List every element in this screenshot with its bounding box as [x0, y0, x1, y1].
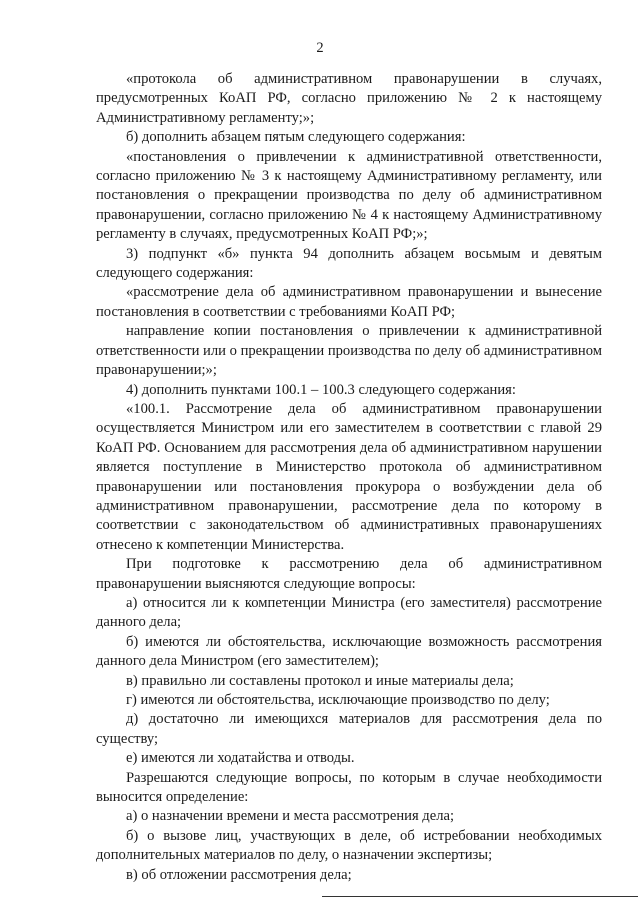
- paragraph: При подготовке к рассмотрению дела об административном правонарушении выясняются следующие вопросы:: [96, 556, 602, 592]
- paragraph: 3) подпункт «б» пункта 94 дополнить абзацем восьмым и девятым следующего содержания:: [96, 245, 602, 282]
- paragraph: а) о назначении времени и места рассмотрения дела;: [126, 808, 455, 825]
- paragraph: а) относится ли к компетенции Министра (его заместителя) рассмотрение данного дела;: [96, 594, 602, 631]
- paragraph: б) имеются ли обстоятельства, исключающие возможность рассмотрения данного дела Министром (его заместителем);: [96, 633, 602, 670]
- paragraph: «протокола об административном правонарушении в случаях, предусмотренных КоАП РФ, согласно приложению № 2 к настоящему Административному регламенту;»;: [96, 71, 602, 126]
- paragraph: «100.1. Рассмотрение дела об административном правонарушении осуществляется Министром или его заместителем в соответствии с главой 29 КоАП РФ. Основанием для рассмотрения дела об административном нарушении является поступление в Министерство протокола об административном правонарушении или постановления прокурора о возбуждении дела об административном правонарушении, рассмотрение дела по которому в соответствии с законодательством об административных правонарушениях отнесено к компетенции Министерства.: [96, 400, 602, 553]
- paragraph: «рассмотрение дела об административном правонарушении и вынесение постановления в соответствии с требованиями КоАП РФ;: [96, 284, 602, 320]
- paragraph: б) дополнить абзацем пятым следующего содержания:: [126, 129, 466, 146]
- paragraph: направление копии постановления о привлечении к административной ответственности или о прекращении производства по делу об административном правонарушении;»;: [96, 323, 602, 379]
- paragraph: г) имеются ли обстоятельства, исключающие производство по делу;: [126, 692, 550, 708]
- paragraph: е) имеются ли ходатайства и отводы.: [126, 750, 355, 767]
- footer-rule: [322, 896, 638, 897]
- paragraph: д) достаточно ли имеющихся материалов для рассмотрения дела по существу;: [96, 711, 602, 747]
- paragraph: Разрешаются следующие вопросы, по которым в случае необходимости выносится определение:: [96, 769, 602, 806]
- paragraph: в) правильно ли составлены протокол и иные материалы дела;: [126, 672, 514, 689]
- paragraph: в) об отложении рассмотрения дела;: [126, 866, 352, 883]
- document-body: [96, 70, 602, 885]
- paragraph: б) о вызове лиц, участвующих в деле, об истребовании необходимых дополнительных материалов по делу, о назначении экспертизы;: [96, 827, 602, 864]
- page-number: 2: [316, 40, 324, 56]
- paragraph: «постановления о привлечении к административной ответственности, согласно приложению № 3 к настоящему Административному регламенту, или постановления о прекращении производства по делу об административном правонарушении, согласно приложению № 4 к настоящему Административному регламенту в случаях, предусмотренных КоАП РФ;»;: [96, 148, 602, 243]
- paragraph: 4) дополнить пунктами 100.1 – 100.3 следующего содержания:: [126, 381, 516, 398]
